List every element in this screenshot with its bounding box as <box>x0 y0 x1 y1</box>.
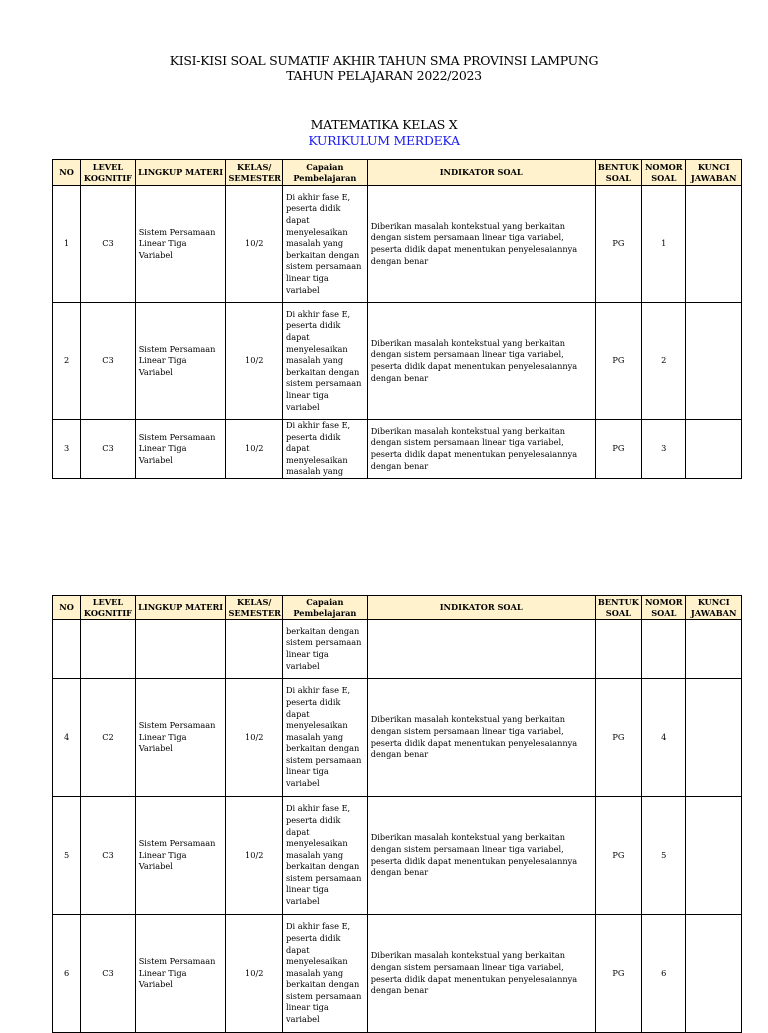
row-capaian: Di akhir fase E, peserta didik dapat menyelesaikan masalah yang berkaitan dengan sistem persamaan linear tiga variabel <box>282 303 367 420</box>
table-row <box>53 915 742 1033</box>
row-level: C2 <box>81 679 135 797</box>
col-kelas: KELAS/ SEMESTER <box>226 596 282 620</box>
row-bentuk: PG <box>595 679 641 797</box>
row-bentuk: PG <box>595 186 641 303</box>
row-lingkup: Sistem Persamaan Linear Tiga Variabel <box>135 303 226 420</box>
row-kunci <box>686 303 742 420</box>
row-indikator: Diberikan masalah kontekstual yang berkaitan dengan sistem persamaan linear tiga variabel, peserta didik dapat menentukan penyelesaiannya dengan benar <box>367 797 595 915</box>
row-no: 3 <box>53 420 81 479</box>
row-level: C3 <box>81 186 135 303</box>
table-row <box>53 420 742 479</box>
row-level: C3 <box>81 915 135 1033</box>
row-bentuk: PG <box>595 915 641 1033</box>
row-kunci <box>686 679 742 797</box>
col-level: LEVEL KOGNITIF <box>81 596 135 620</box>
row-capaian: Di akhir fase E, peserta didik dapat menyelesaikan masalah yang berkaitan dengan sistem persamaan linear tiga variabel <box>282 186 367 303</box>
academic-year: TAHUN PELAJARAN 2022/2023 <box>286 68 482 83</box>
col-lingkup: LINGKUP MATERI <box>135 596 226 620</box>
col-kunci: KUNCI JAWABAN <box>686 160 742 186</box>
row-capaian: Di akhir fase E, peserta didik dapat menyelesaikan masalah yang <box>282 420 367 479</box>
col-bentuk: BENTUK SOAL <box>595 160 641 186</box>
table-row <box>53 303 742 420</box>
col-lingkup: LINGKUP MATERI <box>135 160 226 186</box>
row-no: 2 <box>53 303 81 420</box>
row-lingkup: Sistem Persamaan Linear Tiga Variabel <box>135 186 226 303</box>
row-kunci <box>686 420 742 479</box>
row-lingkup: Sistem Persamaan Linear Tiga Variabel <box>135 420 226 479</box>
col-nomor: NOMOR SOAL <box>642 160 686 186</box>
table-row <box>53 679 742 797</box>
row-no: 4 <box>53 679 81 797</box>
row-nomor: 1 <box>642 186 686 303</box>
row-level: C3 <box>81 303 135 420</box>
table-row <box>53 797 742 915</box>
col-no: NO <box>53 160 81 186</box>
col-kunci: KUNCI JAWABAN <box>686 596 742 620</box>
row-nomor: 4 <box>642 679 686 797</box>
row-bentuk: PG <box>595 420 641 479</box>
row-kunci <box>686 915 742 1033</box>
row-nomor: 6 <box>642 915 686 1033</box>
subject-title: MATEMATIKA KELAS X <box>310 117 458 132</box>
col-indikator: INDIKATOR SOAL <box>367 160 595 186</box>
col-no: NO <box>53 596 81 620</box>
row-capaian: Di akhir fase E, peserta didik dapat menyelesaikan masalah yang berkaitan dengan sistem persamaan linear tiga variabel <box>282 797 367 915</box>
continuation-row <box>53 620 742 679</box>
row-kunci <box>686 186 742 303</box>
row-no: 6 <box>53 915 81 1033</box>
col-level: LEVEL KOGNITIF <box>81 160 135 186</box>
col-indikator: INDIKATOR SOAL <box>367 596 595 620</box>
row-kelas: 10/2 <box>226 797 282 915</box>
row-kelas: 10/2 <box>226 303 282 420</box>
row-bentuk: PG <box>595 797 641 915</box>
row-level: C3 <box>81 420 135 479</box>
row-kelas: 10/2 <box>226 679 282 797</box>
kisi-kisi-table-1 <box>52 159 742 479</box>
row-lingkup: Sistem Persamaan Linear Tiga Variabel <box>135 915 226 1033</box>
row-nomor: 5 <box>642 797 686 915</box>
document-title: KISI-KISI SOAL SUMATIF AKHIR TAHUN SMA PROVINSI LAMPUNG <box>169 53 599 68</box>
table-row <box>53 186 742 303</box>
row-kelas: 10/2 <box>226 915 282 1033</box>
table-header-row <box>53 596 742 620</box>
col-kelas: KELAS/ SEMESTER <box>226 160 282 186</box>
row-kelas: 10/2 <box>226 186 282 303</box>
row-lingkup: Sistem Persamaan Linear Tiga Variabel <box>135 797 226 915</box>
kisi-kisi-table-2 <box>52 595 742 1033</box>
row-indikator: Diberikan masalah kontekstual yang berkaitan dengan sistem persamaan linear tiga variabel, peserta didik dapat menentukan penyelesaiannya dengan benar <box>367 915 595 1033</box>
table-header-row <box>53 160 742 186</box>
row-capaian: Di akhir fase E, peserta didik dapat menyelesaikan masalah yang berkaitan dengan sistem persamaan linear tiga variabel <box>282 679 367 797</box>
row-capaian-continued: berkaitan dengan sistem persamaan linear tiga variabel <box>282 620 367 679</box>
row-capaian: Di akhir fase E, peserta didik dapat menyelesaikan masalah yang berkaitan dengan sistem persamaan linear tiga variabel <box>282 915 367 1033</box>
col-bentuk: BENTUK SOAL <box>595 596 641 620</box>
row-indikator: Diberikan masalah kontekstual yang berkaitan dengan sistem persamaan linear tiga variabel, peserta didik dapat menentukan penyelesaiannya dengan benar <box>367 303 595 420</box>
row-lingkup: Sistem Persamaan Linear Tiga Variabel <box>135 679 226 797</box>
row-kelas: 10/2 <box>226 420 282 479</box>
row-indikator: Diberikan masalah kontekstual yang berkaitan dengan sistem persamaan linear tiga variabel, peserta didik dapat menentukan penyelesaiannya dengan benar <box>367 679 595 797</box>
row-indikator: Diberikan masalah kontekstual yang berkaitan dengan sistem persamaan linear tiga variabel, peserta didik dapat menentukan penyelesaiannya dengan benar <box>367 420 595 479</box>
row-nomor: 3 <box>642 420 686 479</box>
row-kunci <box>686 797 742 915</box>
col-capaian: Capaian Pembelajaran <box>282 160 367 186</box>
curriculum-title: KURIKULUM MERDEKA <box>308 133 460 148</box>
row-bentuk: PG <box>595 303 641 420</box>
col-nomor: NOMOR SOAL <box>642 596 686 620</box>
col-capaian: Capaian Pembelajaran <box>282 596 367 620</box>
row-indikator: Diberikan masalah kontekstual yang berkaitan dengan sistem persamaan linear tiga variabel, peserta didik dapat menentukan penyelesaiannya dengan benar <box>367 186 595 303</box>
row-level: C3 <box>81 797 135 915</box>
row-no: 5 <box>53 797 81 915</box>
row-nomor: 2 <box>642 303 686 420</box>
row-no: 1 <box>53 186 81 303</box>
